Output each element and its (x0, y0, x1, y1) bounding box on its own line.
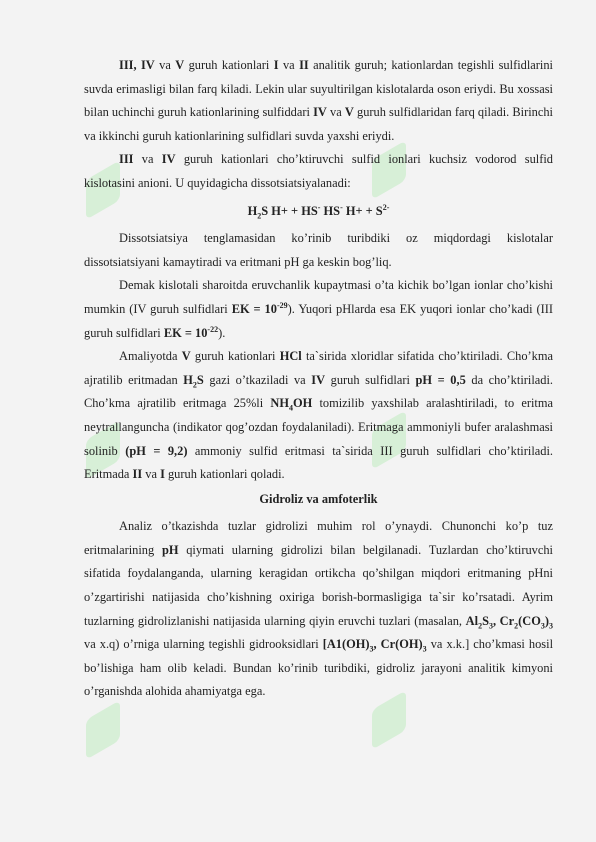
paragraph: Demak kislotali sharoitda eruvchanlik kupaytmasi o’ta kichik bo’lgan ionlar cho’kishi mumkin (IV guruh sulfidlari EK = $10^{-29}$). Yuqori pHlarda esa EK yuqori ionlar cho’kadi (III guruh sulfidlari EK = $10^{-22}$). (84, 278, 553, 340)
document-body (84, 54, 553, 704)
paragraph: Analiz o’tkazishda tuzlar gidrolizi muhim rol o’ynaydi. Chunonchi ko’p tuz eritmalarining pH qiymati ularning gidrolizi bilan belgilanadi. Tuzlardan cho’ktiruvchi sifatida foydalanganda, ularning keragidan ortikcha qo’shilgan miqdori eritmaning pHni o’zgartirishi natijasida cho’kishning oxiriga borish-bormasligiga ta`sir ko’rsatadi. Ayrim tuzlarning gidrolizlanishi natijasida ularning qiyin eruvchi tuzlari (masalan, $Al_2S_3$, $Cr_2(CO_3)_3$ va x.q) o’rniga ularning tegishli gidrooksidlari [$A1(OH)_3$, $Cr(OH)_3$ va x.k.] cho’kmasi hosil bo’lishiga ham olib keladi. Bundan ko’rinib turibdiki, gidroliz jarayoni analitik kimyoni o’rganishda alohida ahamiyatga ega. (84, 519, 554, 699)
equation: $H_2S$ H+ + HS- HS- $H+ + S^{2-}$ (247, 202, 390, 221)
paragraph: Dissotsiatsiya tenglamasidan ko’rinib turibdiki oz miqdordagi kislotalar dissotsiatsiyani kamaytiradi va eritmani pH ga keskin bog’liq. (84, 231, 553, 269)
paragraph: III va IV guruh kationlari cho’ktiruvchi sulfid ionlari kuchsiz vodorod sulfid kislotasini anioni. U quyidagicha dissotsiatsiyalanadi: (84, 152, 553, 190)
paragraph: III, IV va V guruh kationlari I va II analitik guruh; kationlardan tegishli sulfidlarini suvda erimasligi bilan farq kiladi. Lekin ular suyultirilgan kislotalarda oson eriydi. Bu xossasi bilan uchinchi guruh kationlarining sulfiddari IV va V guruh sulfidlaridan farq qiladi. Birinchi va ikkinchi guruh kationlarining sulfidlari suvda yaxshi eriydi. (84, 58, 553, 143)
section-heading: Gidroliz va amfoterlik (259, 491, 378, 506)
paragraph: Amaliyotda V guruh kationlari HCl ta`sirida xloridlar sifatida cho’ktiriladi. Cho’kma ajratilib eritmadan $H_2S$ gazi o’tkaziladi va IV guruh sulfidlari pH = 0,5 da cho’ktiriladi. Cho’kma ajratilib eritmaga 25%li $NH_4OH$ tomizilib yaxshilab aralashtiriladi, to eritma neytrallanguncha (indikator qog’ozdan foydalaniladi). Eritmaga ammoniyli bufer aralashmasi solinib (pH = 9,2) ammoniy sulfid eritmasi ta`sirida III guruh sulfidlari cho’ktiriladi. Eritmada II va I guruh kationlari qoladi. (84, 349, 554, 482)
watermark-mark (86, 700, 120, 760)
